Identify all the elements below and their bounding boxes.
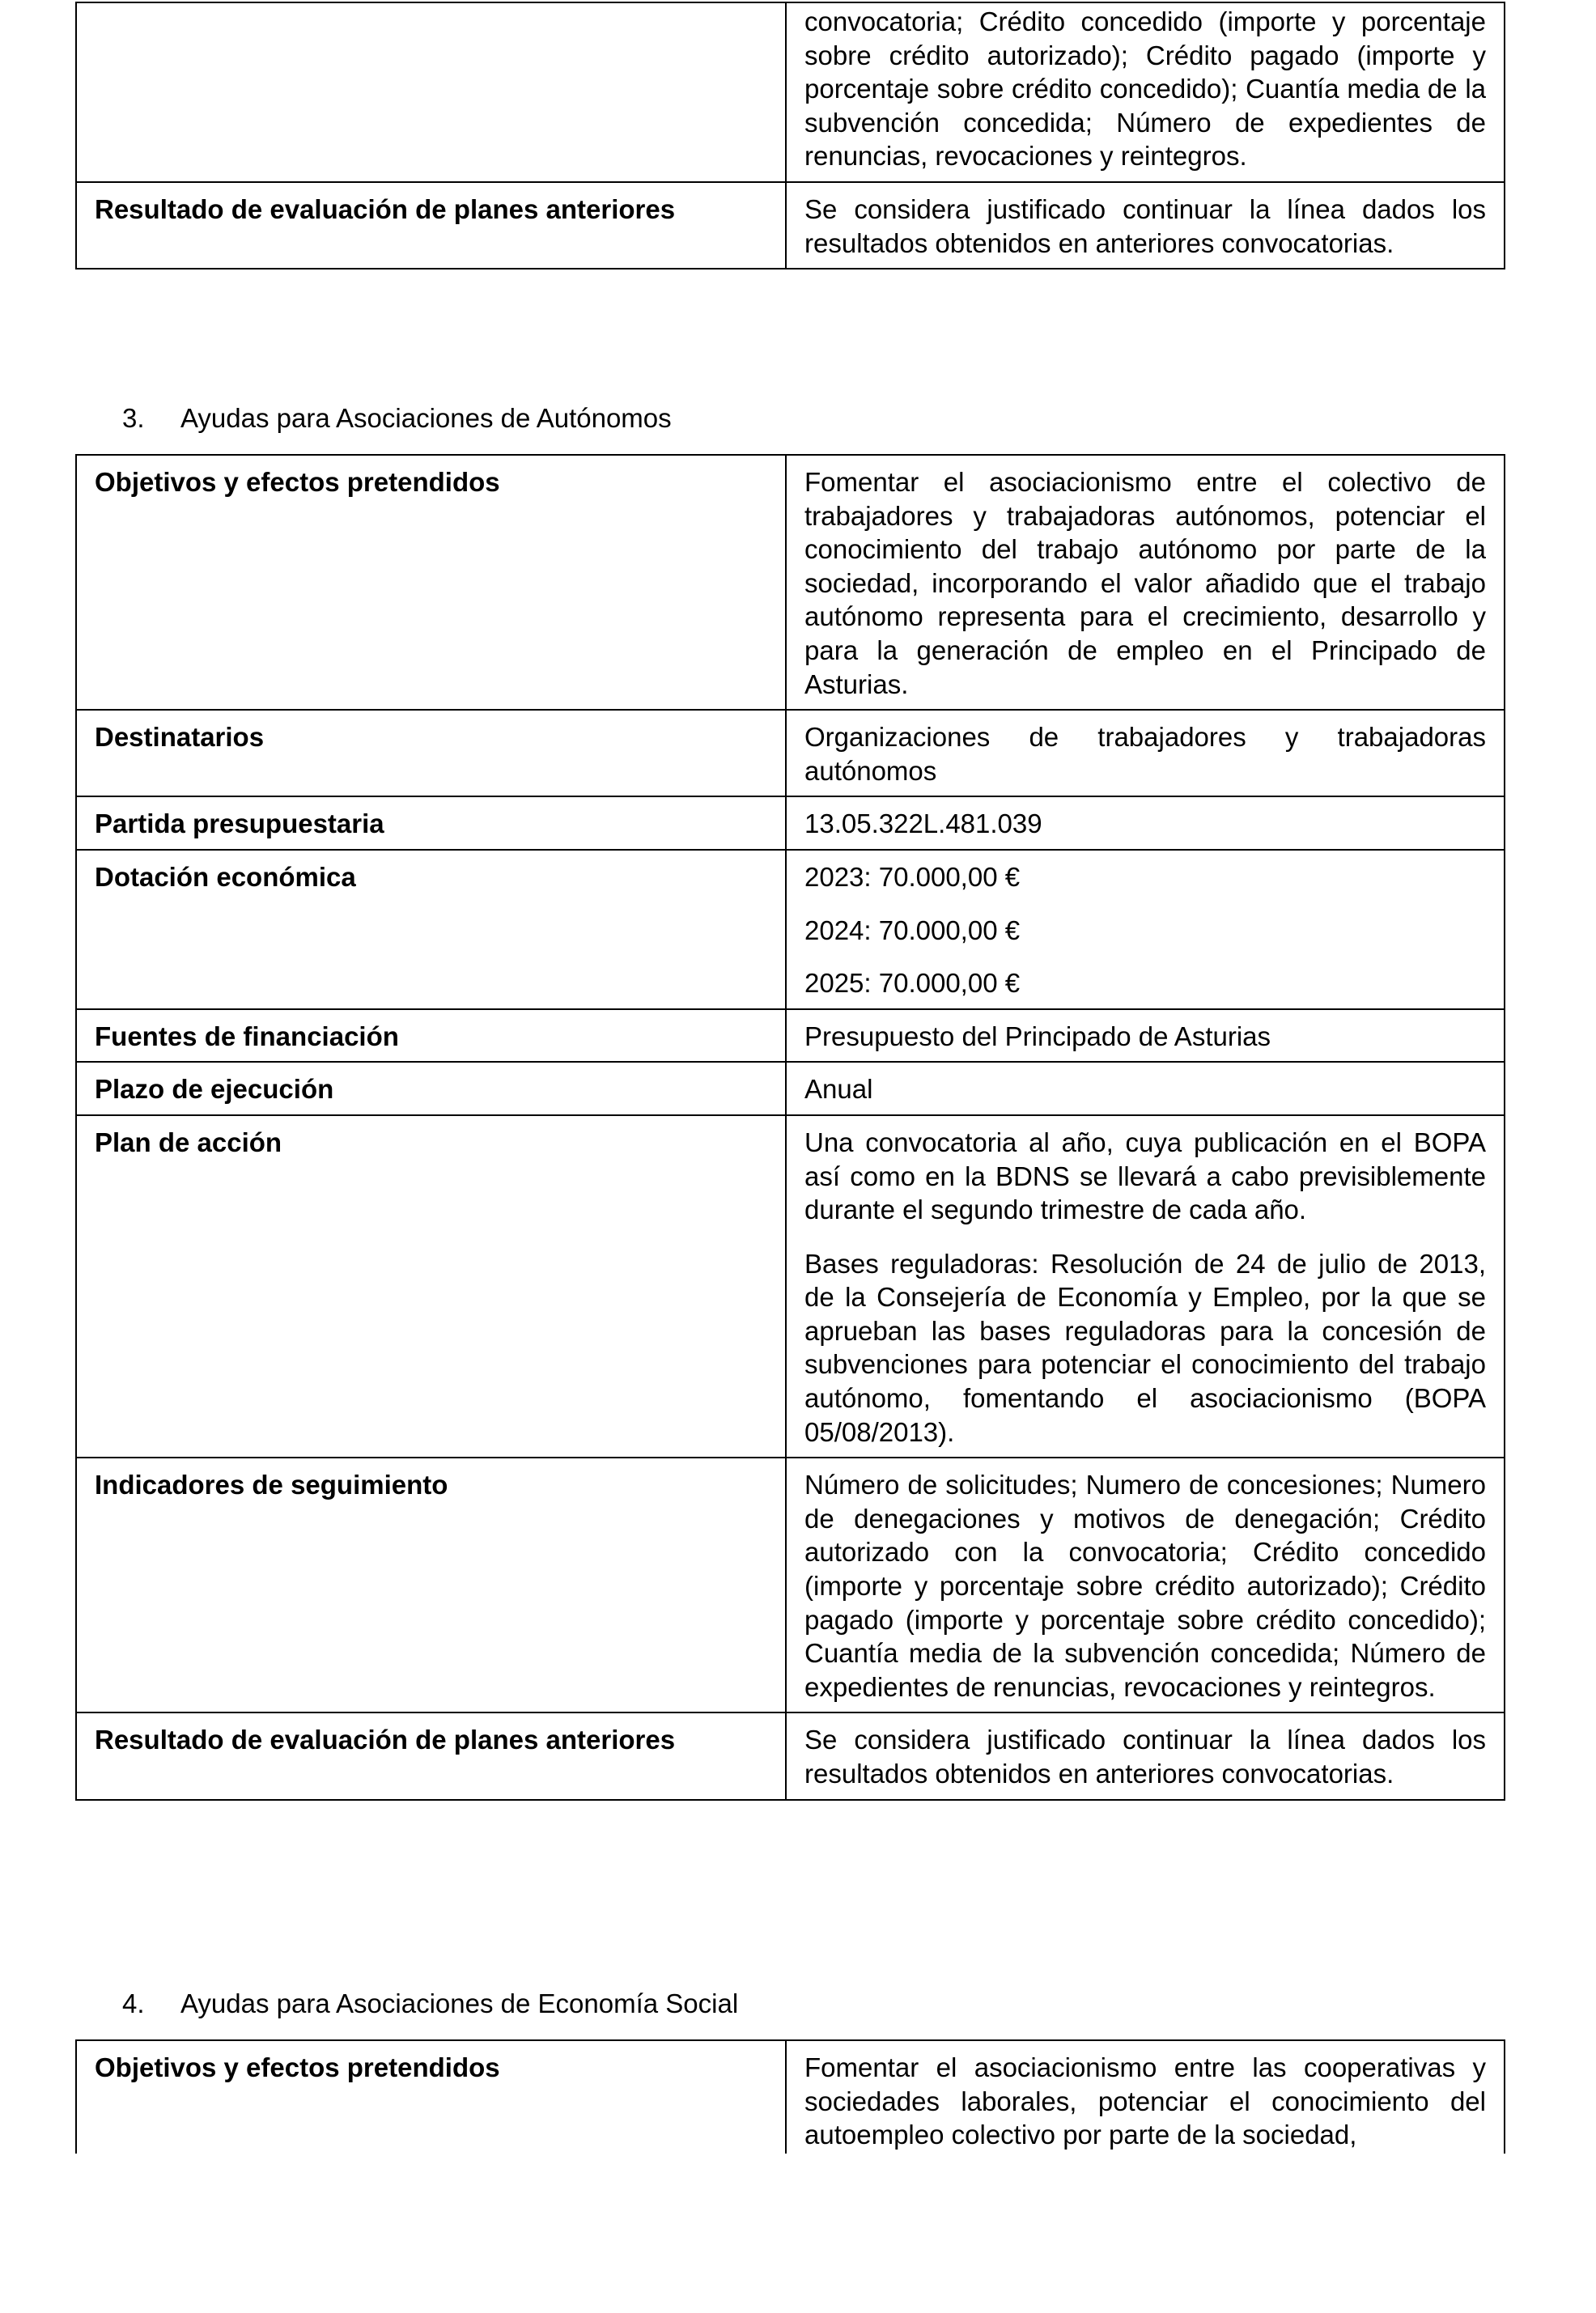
row-label: Indicadores de seguimiento <box>76 1458 786 1712</box>
row-label: Fuentes de financiación <box>76 1009 786 1063</box>
row-label: Resultado de evaluación de planes anteriores <box>76 1712 786 1799</box>
section3-table <box>75 454 1505 1801</box>
page-bottom-margin <box>0 2154 1596 2313</box>
plan-paragraph: Bases reguladoras: Resolución de 24 de julio de 2013, de la Consejería de Economía y Empleo, por la que se aprueban las bases reguladoras para la concesión de subvenciones para potenciar el conocimiento del trabajo autónomo, fomentando el asociacionismo (BOPA 05/08/2013). <box>804 1248 1486 1447</box>
plan-paragraph: Una convocatoria al año, cuya publicación en el BOPA así como en la BDNS se llevará a cabo previsiblemente durante el segundo trimestre de cada año. <box>804 1127 1486 1225</box>
section-title: Ayudas para Asociaciones de Autónomos <box>180 403 672 433</box>
section-number: 3. <box>122 403 145 433</box>
section-title: Ayudas para Asociaciones de Economía Social <box>180 1988 739 2018</box>
section-4-heading <box>122 1988 738 2020</box>
row-label: Plazo de ejecución <box>76 1062 786 1115</box>
table-row <box>76 850 1505 1009</box>
row-label: Partida presupuestaria <box>76 796 786 850</box>
section2-tail-table <box>75 2 1505 269</box>
dotacion-line: 2023: 70.000,00 € <box>804 861 1021 892</box>
table-row <box>76 182 1505 269</box>
dotacion-line: 2024: 70.000,00 € <box>804 915 1021 945</box>
row-label: Resultado de evaluación de planes anteriores <box>76 182 786 269</box>
table-row <box>76 1062 1505 1115</box>
row-label: Objetivos y efectos pretendidos <box>76 455 786 710</box>
row-value: convocatoria; Crédito concedido (importe y porcentaje sobre crédito autorizado); Crédito pagado (importe y porcentaje sobre crédito concedido); Cuantía media de la subvención concedida; Número de expedientes de renuncias, revocaciones y reintegros. <box>786 2 1505 182</box>
row-value: Fomentar el asociacionismo entre el colectivo de trabajadores y trabajadoras autónomos, potenciar el conocimiento del trabajo autónomo por parte de la sociedad, incorporando el valor añadido que el trabajo autónomo representa para el crecimiento, desarrollo y para la generación de empleo en el Principado de Asturias. <box>786 455 1505 710</box>
table-row <box>76 1115 1505 1458</box>
row-value: 13.05.322L.481.039 <box>786 796 1505 850</box>
row-value <box>786 1115 1505 1458</box>
row-label: Dotación económica <box>76 850 786 1009</box>
row-label: Plan de acción <box>76 1115 786 1458</box>
row-value: Presupuesto del Principado de Asturias <box>786 1009 1505 1063</box>
row-label: Destinatarios <box>76 710 786 796</box>
dotacion-line: 2025: 70.000,00 € <box>804 968 1021 999</box>
table-row <box>76 796 1505 850</box>
row-label: Objetivos y efectos pretendidos <box>76 2040 786 2161</box>
table-row <box>76 1009 1505 1063</box>
table-row <box>76 2 1505 182</box>
table-row <box>76 2040 1505 2161</box>
section-number: 4. <box>122 1988 145 2018</box>
row-value: Se considera justificado continuar la línea dados los resultados obtenidos en anteriores convocatorias. <box>786 1712 1505 1799</box>
row-value: Organizaciones de trabajadores y trabajadoras autónomos <box>786 710 1505 796</box>
section4-table <box>75 2039 1505 2162</box>
row-value <box>786 850 1505 1009</box>
table-row <box>76 1712 1505 1799</box>
table-row <box>76 1458 1505 1712</box>
row-label <box>76 2 786 182</box>
row-value: Fomentar el asociacionismo entre las cooperativas y sociedades laborales, potenciar el conocimiento del autoempleo colectivo por parte de la sociedad, <box>786 2040 1505 2161</box>
table-row <box>76 455 1505 710</box>
row-value: Anual <box>786 1062 1505 1115</box>
table-row <box>76 710 1505 796</box>
row-value: Número de solicitudes; Numero de concesiones; Numero de denegaciones y motivos de denegación; Crédito autorizado con la convocatoria; Crédito concedido (importe y porcentaje sobre crédito autorizado); Crédito pagado (importe y porcentaje sobre crédito concedido); Cuantía media de la subvención concedida; Número de expedientes de renuncias, revocaciones y reintegros. <box>786 1458 1505 1712</box>
section-3-heading <box>122 402 672 435</box>
row-value: Se considera justificado continuar la línea dados los resultados obtenidos en anteriores convocatorias. <box>786 182 1505 269</box>
